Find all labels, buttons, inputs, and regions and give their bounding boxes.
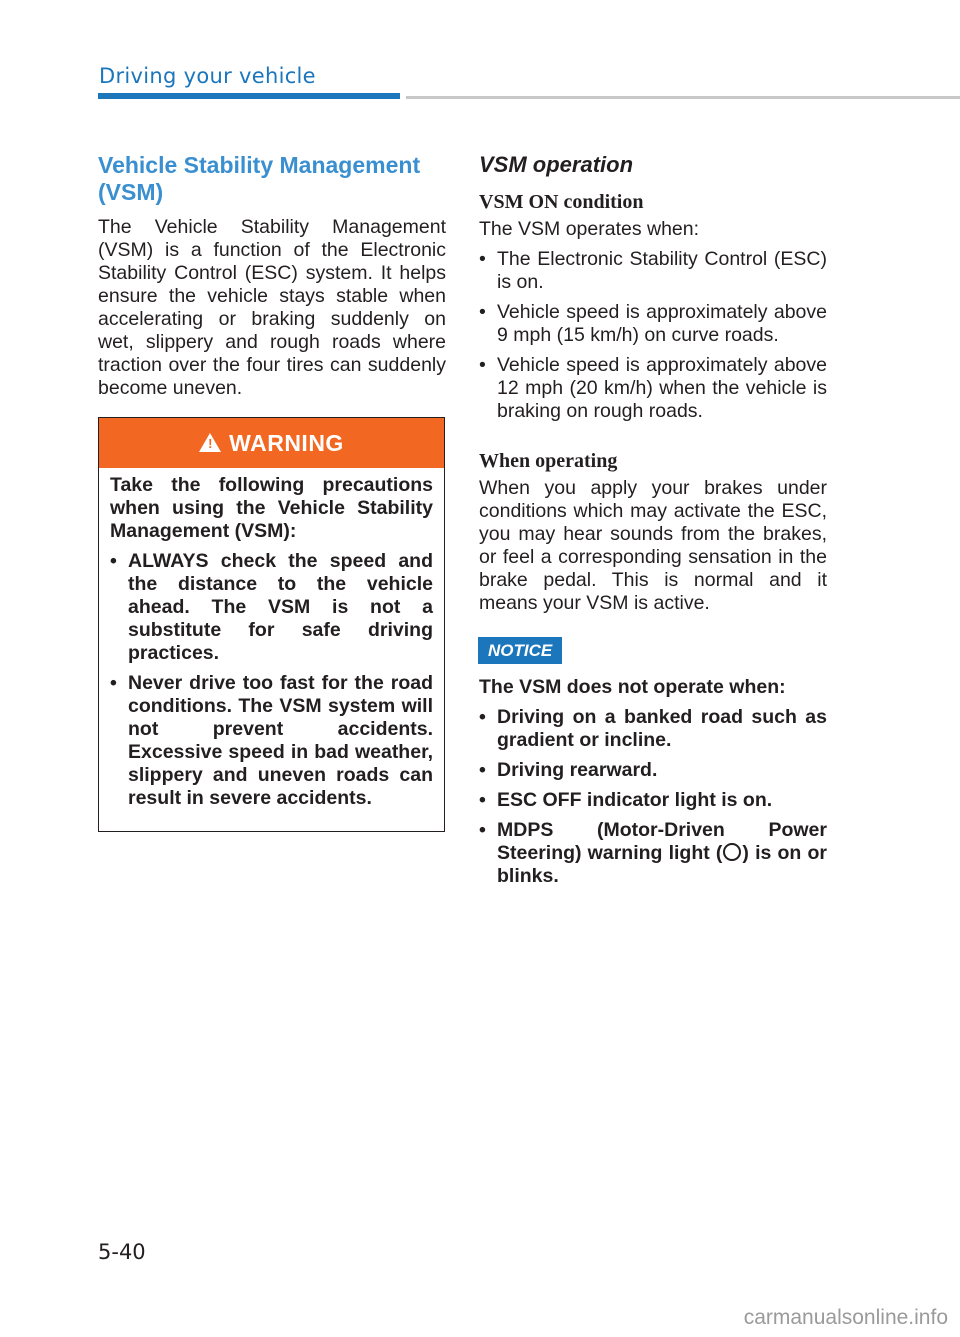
section-title-line2: (VSM) [98,179,164,205]
steering-warning-icon [723,843,741,861]
notice-badge-row [479,637,827,664]
list-item: • Driving on a banked road such as gradient or incline. [479,706,827,752]
intro-paragraph: The Vehicle Stability Management (VSM) is a function of the Electronic Stability Control (ESC) system. It helps ensure the vehicle stays stable when accelerating or braking suddenly on wet, slippery and rough roads where traction over the four tires can suddenly become uneven. [98,216,446,399]
header-accent-bar [98,93,400,99]
mdps-text-before: MDPS (Motor-Driven Power Steering) warning light ( [497,819,827,864]
watermark: carmanualsonline.info [743,1306,948,1329]
vsm-operation-title: VSM operation [479,152,634,177]
warning-body [99,468,444,810]
list-item: • Driving rearward. [479,759,827,782]
warning-label: WARNING [229,429,344,456]
notice-list [479,706,827,888]
notice-badge: NOTICE [478,637,562,664]
warning-list [110,550,433,810]
mdps-text-after: ) is on or blinks. [497,842,827,887]
warning-triangle-icon: ! [199,433,221,452]
warning-item: • Never drive too fast for the road conditions. The VSM system will not prevent accidents. Excessive speed in bad weather, slippery and uneven roads can result in severe accidents. [110,672,433,810]
list-item: • Vehicle speed is approximately above 9 mph (15 km/h) on curve roads. [479,301,827,347]
list-item: • ESC OFF indicator light is on. [479,789,827,812]
warning-header [99,418,444,468]
left-column [98,152,446,400]
list-item: • The Electronic Stability Control (ESC) is on. [479,248,827,294]
notice-lead: The VSM does not operate when: [479,676,786,698]
list-item: • Vehicle speed is approximately above 12 mph (20 km/h) when the vehicle is braking on rough roads. [479,354,827,423]
when-operating-heading: When operating [479,450,618,472]
section-title [98,152,446,206]
warning-lead: Take the following precautions when using the Vehicle Stability Management (VSM): [110,474,433,542]
warning-item: • ALWAYS check the speed and the distance to the vehicle ahead. The VSM is not a substitute for safe driving practices. [110,550,433,665]
right-column [479,152,827,888]
list-item-mdps [479,819,827,888]
section-header-title: Driving your vehicle [99,64,316,88]
when-operating-text: When you apply your brakes under conditions which may activate the ESC, you may hear sounds from the brakes, or feel a corresponding sensation in the brake pedal. This is normal and it means your VSM is active. [479,477,827,614]
warning-box [98,417,445,832]
on-condition-lead: The VSM operates when: [479,218,700,240]
page-number: 5-40 [98,1240,146,1264]
header-divider [406,96,960,99]
on-condition-heading: VSM ON condition [479,191,644,213]
on-condition-list [479,248,827,423]
section-title-line1: Vehicle Stability Management [98,152,421,178]
